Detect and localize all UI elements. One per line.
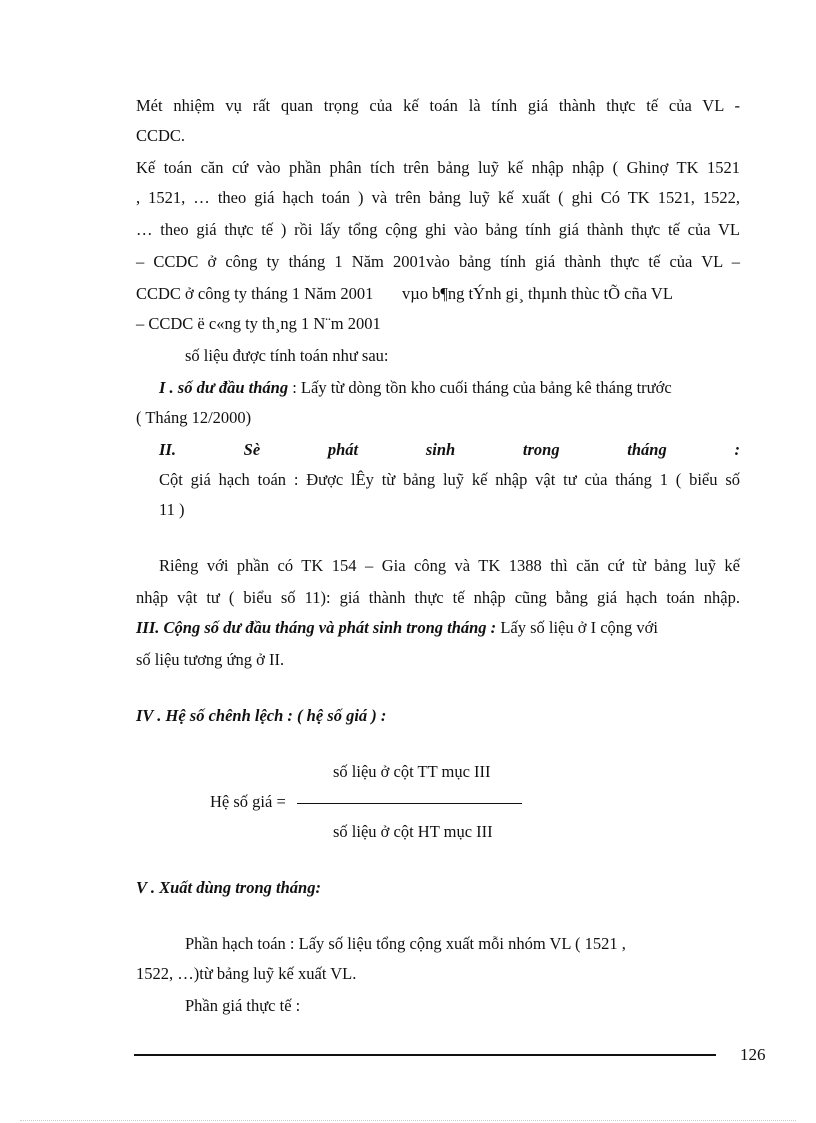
paragraph-line: – CCDC ở công ty tháng 1 Năm 2001vào bảng tính giá thành thực tế của VL – bbox=[136, 252, 740, 271]
heading-word: sinh bbox=[425, 440, 456, 459]
paragraph-line: nhập vật tư ( biểu số 11): giá thành thực tế nhập cũng bằng giá hạch toán nhập. bbox=[136, 588, 740, 607]
paragraph-line: 1522, …)từ bảng luỹ kế xuất VL. bbox=[136, 964, 357, 983]
paragraph-line: – CCDC ë c«ng ty th¸ng 1 N¨m 2001 bbox=[136, 314, 381, 333]
heading-word: trong bbox=[522, 440, 560, 459]
section-i-continuation: ( Tháng 12/2000) bbox=[136, 408, 252, 427]
section-iii-text: Lấy số liệu ở I cộng với bbox=[496, 618, 658, 637]
paragraph-line: Mét nhiệm vụ rất quan trọng của kế toán là tính giá thành thực tế của VL - bbox=[136, 96, 740, 115]
page-number: 126 bbox=[740, 1045, 766, 1064]
section-iii-label: III. Cộng số dư đầu tháng và phát sinh trong tháng : bbox=[136, 618, 497, 637]
paragraph-line: CCDC. bbox=[136, 126, 186, 145]
heading-word: II. bbox=[159, 440, 176, 459]
line-segment: CCDC ở công ty tháng 1 Năm 2001 bbox=[136, 284, 374, 303]
section-i-text: : Lấy từ dòng tồn kho cuối tháng của bảng kê tháng trước bbox=[288, 378, 672, 397]
heading-word: tháng bbox=[627, 440, 667, 459]
paragraph-line: Phần giá thực tế : bbox=[185, 996, 301, 1015]
fraction-bar bbox=[297, 803, 522, 804]
paragraph-line: số liệu tương ứng ở II. bbox=[136, 650, 285, 669]
paragraph-line: Kế toán căn cứ vào phần phân tích trên bảng luỹ kế nhập nhập ( Ghinợ TK 1521 bbox=[136, 158, 740, 177]
section-i-line bbox=[159, 377, 740, 399]
paragraph-line: Riêng với phần có TK 154 – Gia công và TK 1388 thì căn cứ từ bảng luỹ kế bbox=[159, 556, 740, 575]
paragraph-line: số liệu được tính toán như sau: bbox=[185, 346, 389, 365]
paragraph-line: … theo giá thực tế ) rồi lấy tổng cộng ghi vào bảng tính giá thành thực tế của VL bbox=[136, 220, 740, 239]
section-i-label: I . số dư đầu tháng bbox=[159, 378, 289, 397]
formula-numerator: số liệu ở cột TT mục III bbox=[333, 762, 491, 781]
formula-denominator: số liệu ở cột HT mục III bbox=[333, 822, 493, 841]
heading-word: phát bbox=[327, 440, 359, 459]
paragraph-line: 11 ) bbox=[159, 500, 185, 519]
heading-word: Sè bbox=[243, 440, 261, 459]
formula-label: Hệ số giá = bbox=[210, 792, 286, 811]
paragraph-line: Phần hạch toán : Lấy số liệu tổng cộng xuất mỗi nhóm VL ( 1521 , bbox=[185, 934, 626, 953]
footer-rule bbox=[134, 1054, 716, 1056]
section-iv-heading: IV . Hệ số chênh lệch : ( hệ số giá ) : bbox=[136, 706, 387, 725]
paragraph-line: Cột giá hạch toán : Được lÊy từ bảng luỹ kế nhập vật tư của tháng 1 ( biểu số bbox=[159, 470, 740, 489]
paragraph-line bbox=[136, 283, 740, 305]
paragraph-line: , 1521, … theo giá hạch toán ) và trên bảng luỹ kế xuất ( ghi Có TK 1521, 1522, bbox=[136, 188, 740, 207]
section-v-heading: V . Xuất dùng trong tháng: bbox=[136, 878, 321, 897]
section-ii-heading bbox=[159, 439, 740, 461]
page-bottom-border bbox=[20, 1120, 796, 1121]
garbled-text-segment: vµo b¶ng tÝnh gi¸ thµnh thùc tÕ cña VL bbox=[402, 284, 673, 303]
section-iii-line bbox=[136, 617, 740, 639]
heading-word: : bbox=[734, 440, 740, 459]
